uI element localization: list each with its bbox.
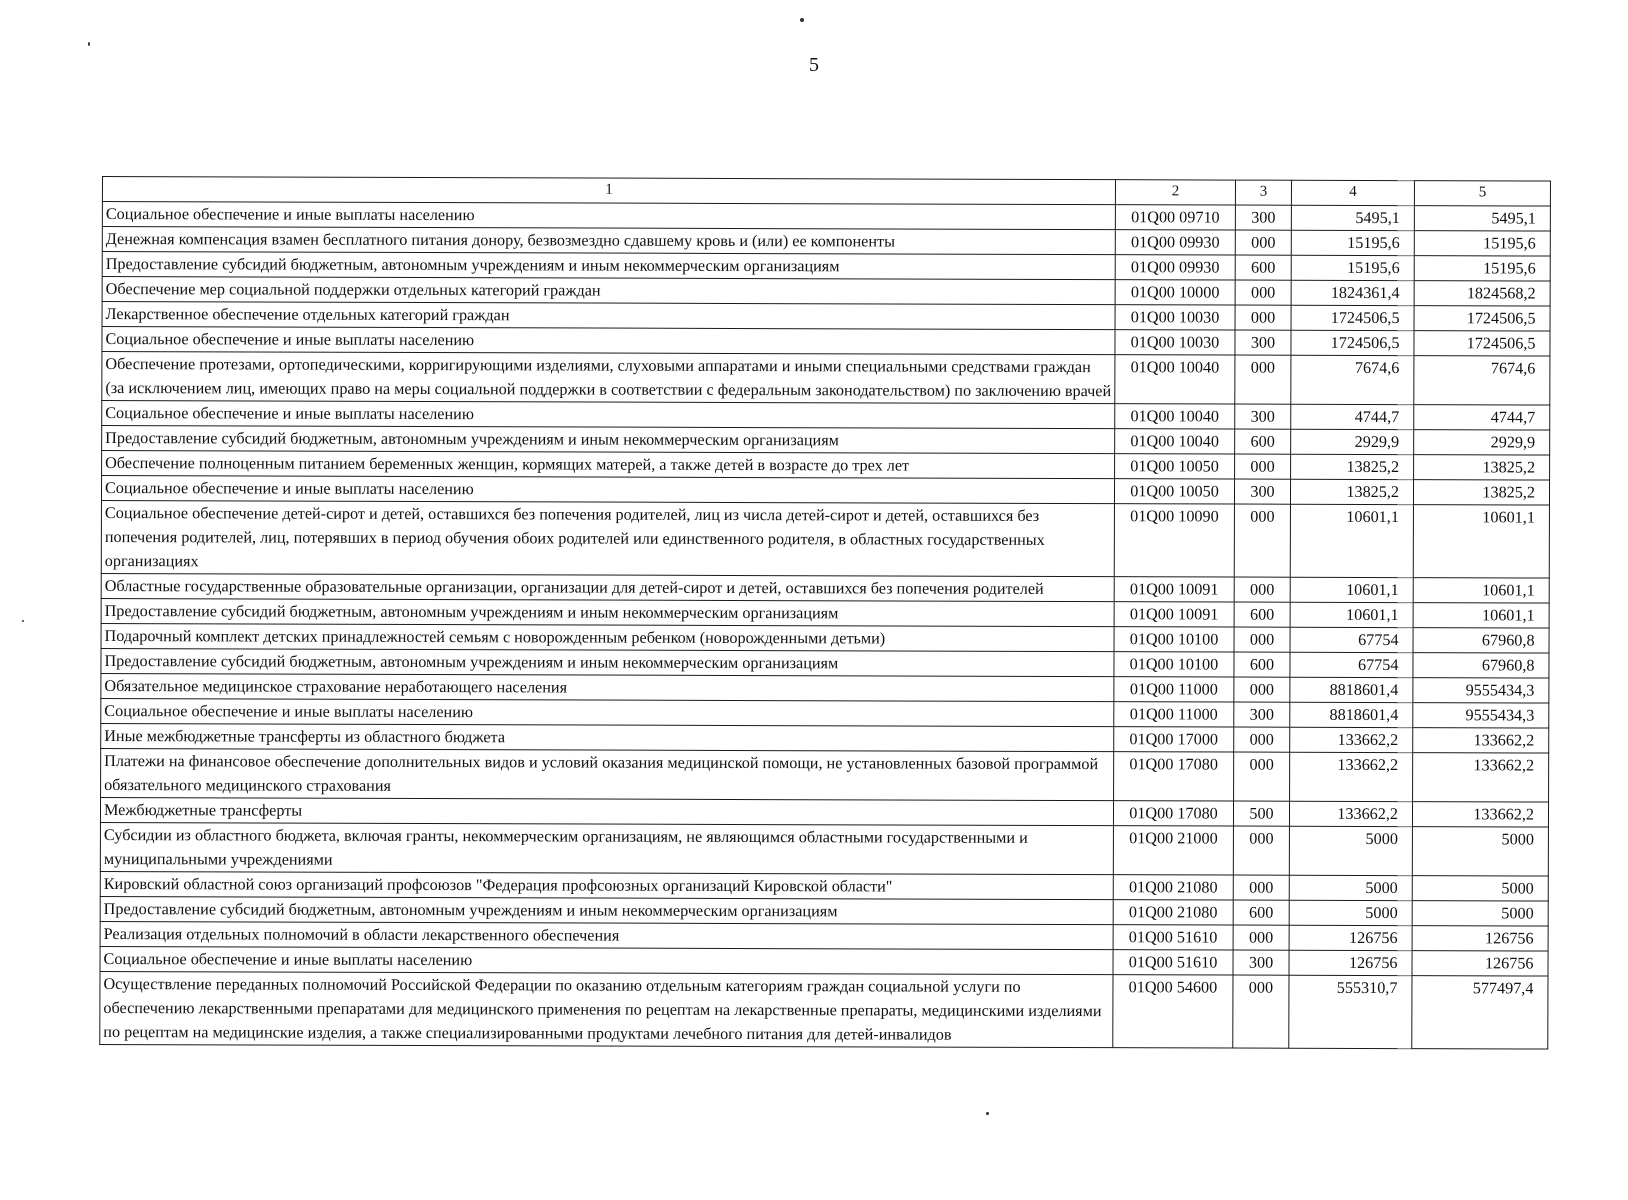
table-row bbox=[102, 451, 1550, 481]
row-code-cell: 01Q00 10090 bbox=[1114, 504, 1234, 577]
row-value-col5-cell: 1824568,2 bbox=[1414, 281, 1550, 306]
table-row bbox=[100, 822, 1548, 876]
row-value-col5-cell: 1724506,5 bbox=[1414, 306, 1550, 331]
row-name-cell: Предоставление субсидий бюджетным, автономным учреждениям и иным некоммерческим организациям bbox=[101, 598, 1114, 626]
row-name-cell: Социальное обеспечение и иные выплаты населению bbox=[102, 202, 1115, 230]
row-value-col4-cell: 133662,2 bbox=[1290, 752, 1413, 801]
row-code-cell: 01Q00 51610 bbox=[1113, 950, 1233, 975]
row-code-cell: 01Q00 10040 bbox=[1115, 404, 1235, 429]
table-row bbox=[101, 500, 1549, 578]
row-value-col5-cell: 5495,1 bbox=[1414, 206, 1550, 231]
row-value-col5-cell: 67960,8 bbox=[1413, 628, 1549, 653]
row-code-cell: 01Q00 17000 bbox=[1114, 727, 1234, 752]
row-value-col4-cell: 2929,9 bbox=[1291, 429, 1414, 454]
row-code-cell: 01Q00 10100 bbox=[1114, 652, 1234, 677]
row-code-cell: 01Q00 17080 bbox=[1113, 801, 1233, 826]
table-row bbox=[101, 648, 1549, 678]
row-type-cell: 000 bbox=[1234, 577, 1290, 602]
row-value-col4-cell: 1724506,5 bbox=[1291, 330, 1414, 355]
column-header-1: 1 bbox=[102, 177, 1115, 205]
row-name-cell: Лекарственное обеспечение отдельных категорий граждан bbox=[102, 302, 1115, 330]
row-value-col5-cell: 5000 bbox=[1412, 901, 1548, 926]
row-code-cell: 01Q00 10000 bbox=[1115, 280, 1235, 305]
row-code-cell: 01Q00 54600 bbox=[1113, 975, 1233, 1048]
row-code-cell: 01Q00 10040 bbox=[1115, 355, 1235, 404]
row-type-cell: 600 bbox=[1235, 255, 1291, 280]
row-code-cell: 01Q00 11000 bbox=[1114, 677, 1234, 702]
scan-speck bbox=[800, 18, 804, 22]
row-code-cell: 01Q00 09930 bbox=[1115, 255, 1235, 280]
row-value-col5-cell: 577497,4 bbox=[1412, 976, 1548, 1049]
row-code-cell: 01Q00 09710 bbox=[1115, 205, 1235, 230]
row-type-cell: 000 bbox=[1233, 975, 1289, 1048]
row-name-cell: Социальное обеспечение и иные выплаты населению bbox=[101, 698, 1114, 726]
table-row bbox=[102, 252, 1550, 282]
row-value-col5-cell: 4744,7 bbox=[1414, 405, 1550, 430]
row-type-cell: 000 bbox=[1235, 305, 1291, 330]
row-code-cell: 01Q00 21080 bbox=[1113, 900, 1233, 925]
row-name-cell: Денежная компенсация взамен бесплатного питания донору, безвозмездно сдавшему кровь и (или) ее компоненты bbox=[102, 227, 1115, 255]
row-code-cell: 01Q00 10050 bbox=[1115, 454, 1235, 479]
row-value-col4-cell: 5000 bbox=[1289, 826, 1412, 875]
row-value-col5-cell: 133662,2 bbox=[1412, 802, 1548, 827]
table-row bbox=[102, 277, 1550, 307]
row-code-cell: 01Q00 17080 bbox=[1114, 752, 1234, 801]
row-code-cell: 01Q00 51610 bbox=[1113, 925, 1233, 950]
row-type-cell: 000 bbox=[1234, 504, 1290, 577]
row-value-col4-cell: 8818601,4 bbox=[1290, 677, 1413, 702]
table-row bbox=[102, 227, 1550, 257]
row-code-cell: 01Q00 10091 bbox=[1114, 577, 1234, 602]
row-value-col4-cell: 8818601,4 bbox=[1290, 702, 1413, 727]
row-value-col5-cell: 5000 bbox=[1412, 876, 1548, 901]
table-row bbox=[101, 698, 1549, 728]
row-type-cell: 000 bbox=[1235, 280, 1291, 305]
row-value-col4-cell: 10601,1 bbox=[1290, 577, 1413, 602]
table-row bbox=[100, 871, 1548, 901]
table-row bbox=[102, 202, 1550, 232]
row-type-cell: 000 bbox=[1235, 230, 1291, 255]
row-name-cell: Предоставление субсидий бюджетным, автономным учреждениям и иным некоммерческим организациям bbox=[102, 426, 1115, 454]
row-value-col5-cell: 10601,1 bbox=[1413, 603, 1549, 628]
row-value-col5-cell: 2929,9 bbox=[1414, 430, 1550, 455]
row-name-cell: Предоставление субсидий бюджетным, автономным учреждениям и иным некоммерческим организациям bbox=[101, 648, 1114, 676]
row-value-col5-cell: 9555434,3 bbox=[1413, 703, 1549, 728]
row-code-cell: 01Q00 21080 bbox=[1113, 875, 1233, 900]
row-name-cell: Областные государственные образовательные организации, организации для детей-сирот и детей, оставшихся без попечения родителей bbox=[101, 573, 1114, 601]
table-row bbox=[102, 426, 1550, 456]
row-value-col4-cell: 1824361,4 bbox=[1291, 280, 1414, 305]
table-row bbox=[101, 573, 1549, 603]
scan-speck bbox=[88, 42, 90, 46]
row-value-col5-cell: 133662,2 bbox=[1413, 753, 1549, 802]
row-value-col4-cell: 10601,1 bbox=[1290, 602, 1413, 627]
row-code-cell: 01Q00 10050 bbox=[1114, 479, 1234, 504]
row-type-cell: 000 bbox=[1233, 925, 1289, 950]
row-name-cell: Обязательное медицинское страхование неработающего населения bbox=[101, 673, 1114, 701]
row-value-col5-cell: 15195,6 bbox=[1414, 231, 1550, 256]
row-name-cell: Субсидии из областного бюджета, включая гранты, некоммерческим организациям, не являющимся областными государственными и муниципальными учреждениями bbox=[100, 822, 1113, 874]
row-name-cell: Подарочный комплект детских принадлежностей семьям с новорожденным ребенком (новорожденными детьми) bbox=[101, 623, 1114, 651]
column-header-2: 2 bbox=[1115, 180, 1235, 205]
row-value-col4-cell: 133662,2 bbox=[1289, 801, 1412, 826]
row-name-cell: Межбюджетные трансферты bbox=[100, 797, 1113, 825]
row-type-cell: 300 bbox=[1235, 404, 1291, 429]
row-value-col4-cell: 67754 bbox=[1290, 652, 1413, 677]
row-type-cell: 300 bbox=[1235, 330, 1291, 355]
scan-speck bbox=[986, 1112, 989, 1115]
column-header-3: 3 bbox=[1235, 180, 1291, 205]
row-name-cell: Платежи на финансовое обеспечение дополнительных видов и условий оказания медицинской помощи, не установленных базовой программой обязательного медицинского страхования bbox=[101, 748, 1114, 800]
row-value-col5-cell: 15195,6 bbox=[1414, 256, 1550, 281]
table-row bbox=[100, 896, 1548, 926]
row-code-cell: 01Q00 10030 bbox=[1115, 330, 1235, 355]
row-name-cell: Реализация отдельных полномочий в области лекарственного обеспечения bbox=[100, 921, 1113, 949]
row-type-cell: 600 bbox=[1233, 900, 1289, 925]
row-type-cell: 600 bbox=[1235, 429, 1291, 454]
scan-speck bbox=[22, 620, 24, 622]
row-value-col5-cell: 7674,6 bbox=[1414, 356, 1550, 405]
row-value-col5-cell: 10601,1 bbox=[1413, 578, 1549, 603]
row-value-col4-cell: 5000 bbox=[1289, 875, 1412, 900]
row-type-cell: 300 bbox=[1234, 702, 1290, 727]
row-type-cell: 000 bbox=[1234, 727, 1290, 752]
row-type-cell: 000 bbox=[1235, 454, 1291, 479]
row-type-cell: 000 bbox=[1233, 875, 1289, 900]
table-row bbox=[102, 327, 1550, 357]
row-value-col5-cell: 10601,1 bbox=[1413, 505, 1549, 578]
row-value-col4-cell: 67754 bbox=[1290, 627, 1413, 652]
table-row bbox=[100, 921, 1548, 951]
row-code-cell: 01Q00 10030 bbox=[1115, 305, 1235, 330]
row-name-cell: Предоставление субсидий бюджетным, автономным учреждениям и иным некоммерческим организациям bbox=[100, 896, 1113, 924]
row-code-cell: 01Q00 10091 bbox=[1114, 602, 1234, 627]
table-row bbox=[102, 401, 1550, 431]
page-number: 5 bbox=[809, 54, 819, 76]
row-value-col5-cell: 13825,2 bbox=[1413, 480, 1549, 505]
row-code-cell: 01Q00 09930 bbox=[1115, 230, 1235, 255]
row-value-col4-cell: 15195,6 bbox=[1291, 255, 1414, 280]
row-value-col4-cell: 1724506,5 bbox=[1291, 305, 1414, 330]
row-value-col4-cell: 7674,6 bbox=[1291, 355, 1414, 404]
row-type-cell: 000 bbox=[1233, 826, 1289, 875]
row-name-cell: Обеспечение мер социальной поддержки отдельных категорий граждан bbox=[102, 277, 1115, 305]
row-value-col4-cell: 133662,2 bbox=[1290, 727, 1413, 752]
row-value-col4-cell: 5495,1 bbox=[1291, 205, 1414, 230]
row-type-cell: 600 bbox=[1234, 602, 1290, 627]
budget-table bbox=[99, 176, 1551, 1050]
row-type-cell: 000 bbox=[1235, 355, 1291, 404]
row-value-col4-cell: 13825,2 bbox=[1290, 479, 1413, 504]
row-value-col5-cell: 13825,2 bbox=[1414, 455, 1550, 480]
table-row bbox=[101, 723, 1549, 753]
table-row bbox=[100, 971, 1548, 1049]
budget-table-container bbox=[99, 176, 1550, 1050]
table-row bbox=[102, 352, 1550, 406]
row-type-cell: 000 bbox=[1234, 677, 1290, 702]
row-name-cell: Социальное обеспечение и иные выплаты населению bbox=[102, 327, 1115, 355]
row-type-cell: 300 bbox=[1235, 205, 1291, 230]
row-type-cell: 000 bbox=[1234, 627, 1290, 652]
row-name-cell: Обеспечение протезами, ортопедическими, корригирующими изделиями, слуховыми аппаратами и иными специальными средствами граждан (за исключением лиц, имеющих право на меры социальной поддержки в соответствии с федеральным законодательством) по заключению врачей bbox=[102, 352, 1115, 404]
row-type-cell: 300 bbox=[1233, 950, 1289, 975]
row-type-cell: 600 bbox=[1234, 652, 1290, 677]
row-value-col4-cell: 15195,6 bbox=[1291, 230, 1414, 255]
row-value-col4-cell: 126756 bbox=[1289, 925, 1412, 950]
row-type-cell: 300 bbox=[1234, 479, 1290, 504]
row-name-cell: Предоставление субсидий бюджетным, автономным учреждениям и иным некоммерческим организациям bbox=[102, 252, 1115, 280]
table-row bbox=[101, 748, 1549, 802]
row-code-cell: 01Q00 10040 bbox=[1115, 429, 1235, 454]
row-value-col5-cell: 126756 bbox=[1412, 951, 1548, 976]
row-value-col4-cell: 10601,1 bbox=[1290, 504, 1413, 577]
row-code-cell: 01Q00 11000 bbox=[1114, 702, 1234, 727]
row-type-cell: 000 bbox=[1234, 752, 1290, 801]
row-value-col5-cell: 5000 bbox=[1412, 827, 1548, 876]
table-row bbox=[101, 598, 1549, 628]
row-code-cell: 01Q00 10100 bbox=[1114, 627, 1234, 652]
row-value-col5-cell: 9555434,3 bbox=[1413, 678, 1549, 703]
row-name-cell: Обеспечение полноценным питанием беременных женщин, кормящих матерей, а также детей в возрасте до трех лет bbox=[102, 451, 1115, 479]
row-type-cell: 500 bbox=[1233, 801, 1289, 826]
row-value-col5-cell: 133662,2 bbox=[1413, 728, 1549, 753]
row-value-col4-cell: 13825,2 bbox=[1291, 454, 1414, 479]
row-value-col4-cell: 5000 bbox=[1289, 900, 1412, 925]
row-code-cell: 01Q00 21000 bbox=[1113, 826, 1233, 875]
table-row bbox=[100, 946, 1548, 976]
row-name-cell: Социальное обеспечение и иные выплаты населению bbox=[102, 401, 1115, 429]
table-row bbox=[102, 302, 1550, 332]
table-row bbox=[101, 476, 1549, 506]
row-name-cell: Социальное обеспечение и иные выплаты населению bbox=[101, 476, 1114, 504]
row-value-col5-cell: 126756 bbox=[1412, 926, 1548, 951]
row-name-cell: Иные межбюджетные трансферты из областного бюджета bbox=[101, 723, 1114, 751]
row-name-cell: Социальное обеспечение детей-сирот и детей, оставшихся без попечения родителей, лиц из числа детей-сирот и детей, оставшихся без попечения родителей, лиц, потерявших в период обучения обоих родителей или единственного родителя, в областных государственных организациях bbox=[101, 500, 1114, 576]
row-value-col4-cell: 4744,7 bbox=[1291, 404, 1414, 429]
table-row bbox=[101, 623, 1549, 653]
row-value-col4-cell: 555310,7 bbox=[1289, 975, 1412, 1048]
row-value-col5-cell: 67960,8 bbox=[1413, 653, 1549, 678]
row-value-col5-cell: 1724506,5 bbox=[1414, 331, 1550, 356]
row-name-cell: Осуществление переданных полномочий Российской Федерации по оказанию отдельным категориям граждан социальной услуги по обеспечению лекарственными препаратами для медицинского применения по рецептам на лекарственные препараты, медицинскими изделиями по рецептам на медицинские изделия, а также специализированными продуктами лечебного питания для детей-инвалидов bbox=[100, 971, 1113, 1047]
row-value-col4-cell: 126756 bbox=[1289, 950, 1412, 975]
column-header-4: 4 bbox=[1291, 180, 1414, 205]
row-name-cell: Кировский областной союз организаций профсоюзов "Федерация профсоюзных организаций Кировской области" bbox=[100, 871, 1113, 899]
column-header-5: 5 bbox=[1414, 181, 1550, 206]
table-row bbox=[101, 673, 1549, 703]
row-name-cell: Социальное обеспечение и иные выплаты населению bbox=[100, 946, 1113, 974]
